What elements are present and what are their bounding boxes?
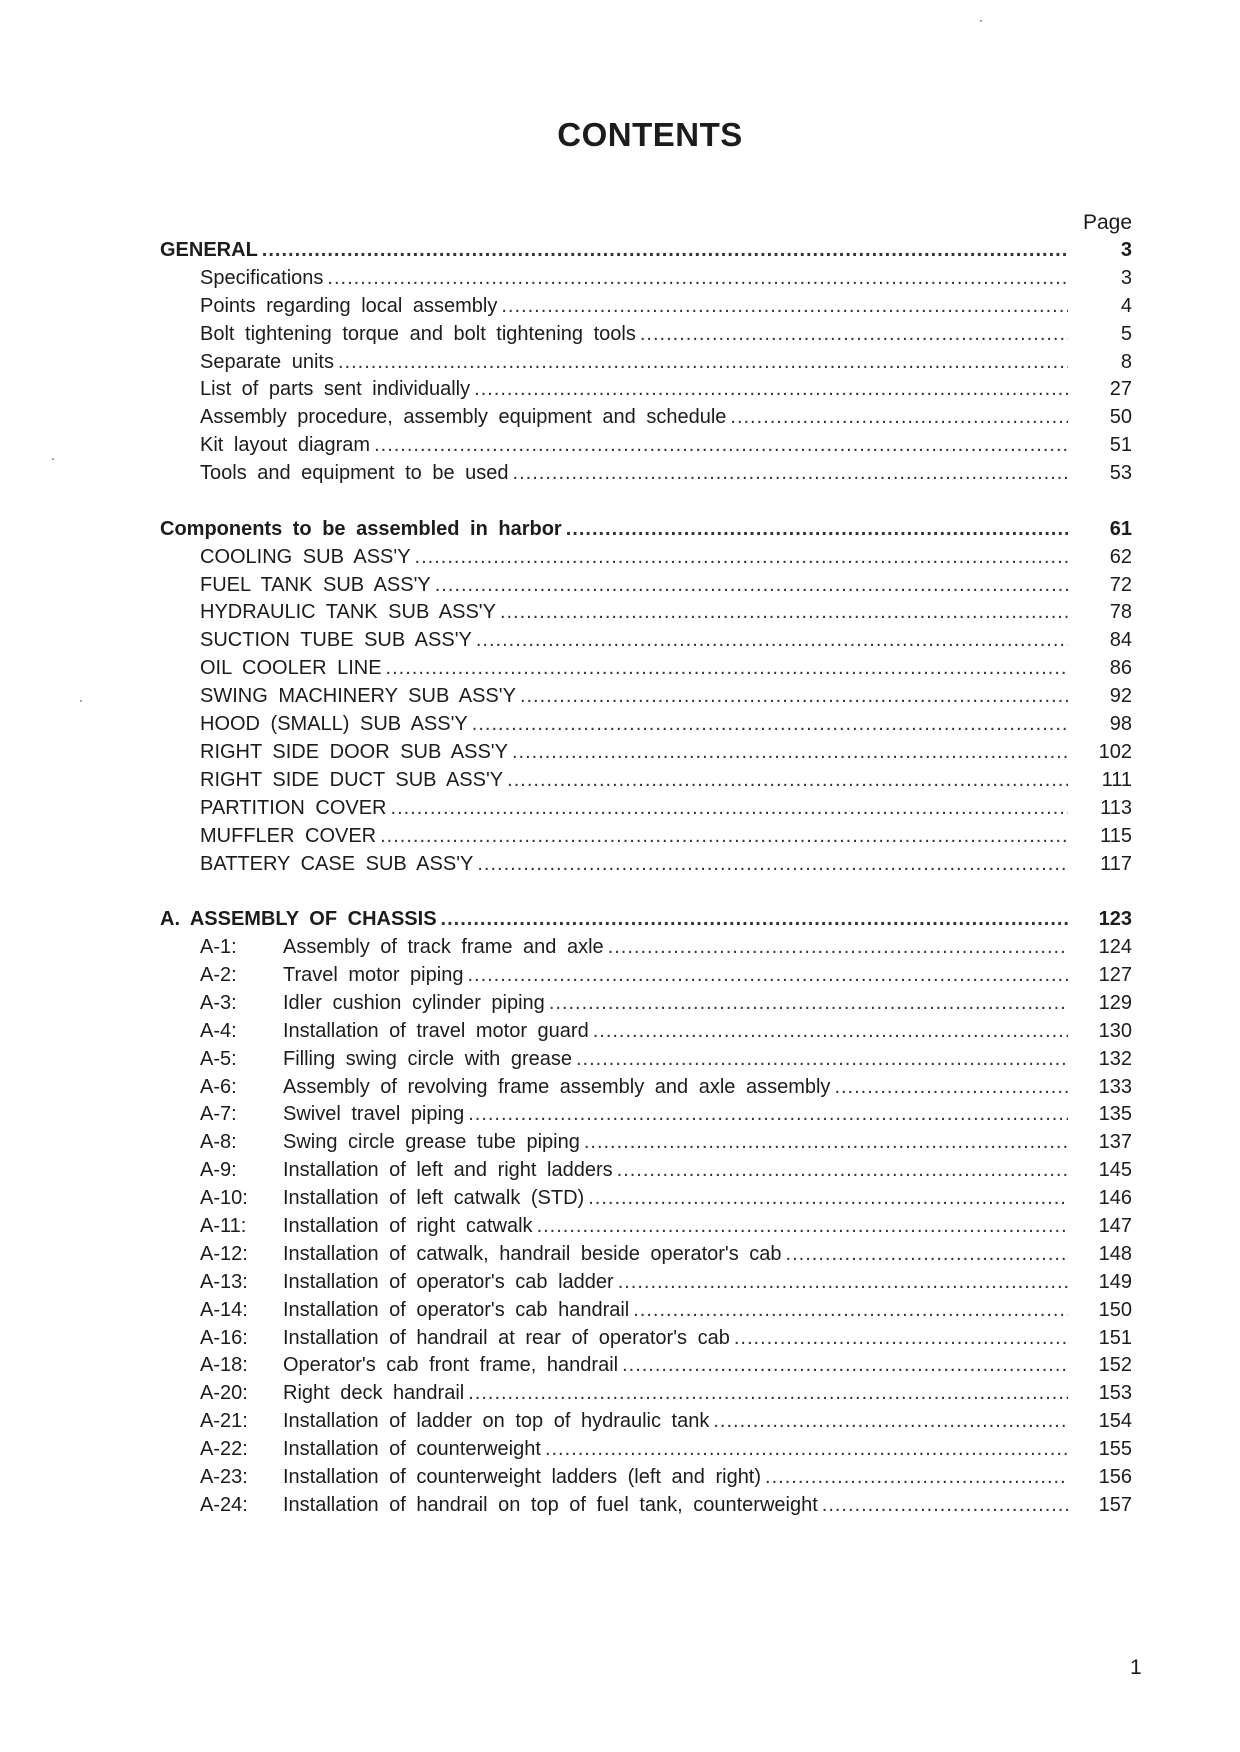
- toc-entry[interactable]: [160, 1436, 1132, 1464]
- toc-page-number: 113: [1100, 796, 1132, 819]
- toc-entry-label: Kit layout diagram: [200, 434, 371, 457]
- toc-entry[interactable]: [160, 1269, 1132, 1297]
- dot-leader: [608, 934, 1068, 962]
- toc-heading-row[interactable]: [160, 516, 1132, 544]
- toc-heading: GENERAL: [160, 239, 258, 261]
- toc-page-number: 62: [1109, 545, 1132, 568]
- toc-page-number: 111: [1101, 768, 1132, 791]
- toc-entry-code: A-18:: [200, 1354, 248, 1377]
- toc-entry-label: FUEL TANK SUB ASS'Y: [200, 573, 431, 596]
- dot-leader: [441, 906, 1068, 934]
- toc-page-number: 132: [1098, 1047, 1132, 1070]
- dot-leader: [618, 1269, 1068, 1297]
- dot-leader: [545, 1436, 1068, 1464]
- toc-entry[interactable]: [160, 823, 1132, 851]
- toc-entry-code: A-20:: [200, 1382, 248, 1405]
- toc-entry-label: Tools and equipment to be used: [200, 462, 509, 485]
- dot-leader: [380, 823, 1068, 851]
- dot-leader: [468, 1101, 1068, 1129]
- toc-entry-label: List of parts sent individually: [200, 378, 471, 401]
- dot-leader: [415, 544, 1068, 572]
- toc-section-general: [160, 237, 1132, 488]
- footer-page-number: 1: [1130, 1656, 1142, 1679]
- toc-entry[interactable]: [160, 265, 1132, 293]
- scan-speck: [980, 20, 982, 22]
- toc-entry-label: Installation of counterweight ladders (left and right): [283, 1466, 762, 1488]
- dot-leader: [435, 572, 1068, 600]
- dot-leader: [513, 460, 1068, 488]
- dot-leader: [520, 683, 1068, 711]
- toc-entry-code: A-4:: [200, 1019, 237, 1042]
- toc-page-number: 53: [1109, 462, 1132, 485]
- dot-leader: [474, 376, 1068, 404]
- dot-leader: [633, 1297, 1068, 1325]
- toc-page-number: 150: [1098, 1298, 1132, 1321]
- toc-page-number: 129: [1098, 991, 1132, 1014]
- toc-page-number: 153: [1098, 1382, 1132, 1405]
- toc-entry-code: A-10:: [200, 1187, 248, 1210]
- toc-section-assembly-of-chassis: [160, 906, 1132, 1520]
- toc-entry[interactable]: [160, 572, 1132, 600]
- toc-page-number: 86: [1109, 657, 1132, 680]
- toc-page-number: 84: [1109, 629, 1132, 652]
- toc-entry-label: Installation of operator's cab handrail: [283, 1298, 630, 1321]
- toc-entry-label: COOLING SUB ASS'Y: [200, 545, 411, 568]
- toc-entry-label: RIGHT SIDE DUCT SUB ASS'Y: [200, 768, 504, 791]
- dot-leader: [730, 404, 1068, 432]
- toc-page-number: 148: [1098, 1242, 1132, 1265]
- toc-page-number: 151: [1098, 1326, 1132, 1349]
- toc-page-number: 27: [1109, 378, 1132, 401]
- toc-page-number: 152: [1098, 1354, 1132, 1377]
- toc-entry-label: BATTERY CASE SUB ASS'Y: [200, 852, 474, 875]
- toc-entry[interactable]: [160, 460, 1132, 488]
- toc-entry[interactable]: [160, 349, 1132, 377]
- toc-entry-label: PARTITION COVER: [200, 796, 387, 819]
- toc-entry[interactable]: [160, 1325, 1132, 1353]
- toc-heading: A. ASSEMBLY OF CHASSIS: [160, 908, 437, 931]
- toc-entry-code: A-24:: [200, 1493, 248, 1516]
- toc-entry-label: HOOD (SMALL) SUB ASS'Y: [200, 713, 468, 736]
- dot-leader: [549, 990, 1068, 1018]
- toc-entry[interactable]: [160, 1241, 1132, 1269]
- dot-leader: [512, 739, 1068, 767]
- toc-page-number: 50: [1109, 406, 1132, 429]
- toc-entry[interactable]: [160, 851, 1132, 879]
- toc-entry-label: Points regarding local assembly: [200, 294, 498, 317]
- toc-page-number: 98: [1109, 713, 1132, 736]
- toc-page-number: 102: [1098, 740, 1132, 763]
- toc-entry[interactable]: [160, 321, 1132, 349]
- toc-entry-code: A-3:: [200, 991, 237, 1014]
- toc-entry[interactable]: [160, 990, 1132, 1018]
- toc-page-number: 156: [1098, 1466, 1132, 1488]
- toc-entry-code: A-5:: [200, 1047, 237, 1070]
- toc-entry[interactable]: [160, 1101, 1132, 1129]
- toc-entry-label: Installation of left and right ladders: [283, 1159, 613, 1182]
- toc-entry-label: MUFFLER COVER: [200, 824, 377, 847]
- toc-entry[interactable]: [160, 1464, 1132, 1492]
- toc-page-number: 51: [1109, 434, 1132, 457]
- toc-entry[interactable]: [160, 795, 1132, 823]
- toc-entry-label: Bolt tightening torque and bolt tightening tools: [200, 322, 636, 345]
- toc-entry[interactable]: [160, 739, 1132, 767]
- toc-page-number: 3: [1120, 266, 1132, 289]
- toc-page-number: 124: [1098, 936, 1132, 959]
- dot-leader: [588, 1185, 1068, 1213]
- toc-page-number: 92: [1109, 685, 1132, 708]
- toc-entry[interactable]: [160, 711, 1132, 739]
- toc-page-number: 123: [1098, 908, 1132, 931]
- toc-page-number: 115: [1100, 824, 1132, 847]
- toc-entry-label: Installation of right catwalk: [283, 1214, 533, 1237]
- toc-entry[interactable]: [160, 544, 1132, 572]
- dot-leader: [262, 237, 1068, 265]
- toc-entry[interactable]: [160, 962, 1132, 990]
- toc-entry-label: Operator's cab front frame, handrail: [283, 1354, 619, 1377]
- toc-entry-code: A-8:: [200, 1131, 237, 1154]
- dot-leader: [537, 1213, 1068, 1241]
- toc-entry-label: Assembly of track frame and axle: [283, 936, 604, 959]
- dot-leader: [566, 516, 1068, 544]
- toc-page-number: 117: [1100, 852, 1132, 875]
- dot-leader: [386, 655, 1068, 683]
- dot-leader: [640, 321, 1068, 349]
- toc-entry-code: A-11:: [200, 1214, 247, 1237]
- toc-heading-row[interactable]: [160, 237, 1132, 265]
- toc-entry-label: Swing circle grease tube piping: [283, 1131, 580, 1154]
- toc-page-number: 5: [1120, 322, 1132, 345]
- toc-page-number: 149: [1098, 1270, 1132, 1293]
- toc-page-number: 133: [1098, 1075, 1132, 1098]
- toc-entry-label: Specifications: [200, 266, 324, 289]
- dot-leader: [713, 1408, 1068, 1436]
- toc-page-number: 130: [1098, 1019, 1132, 1042]
- toc-entry-code: A-23:: [200, 1466, 248, 1488]
- toc-entry[interactable]: [160, 683, 1132, 711]
- toc-entry-label: Installation of left catwalk (STD): [283, 1187, 585, 1210]
- toc-entry-label: Installation of travel motor guard: [283, 1019, 589, 1042]
- toc-entry-code: A-16:: [200, 1326, 248, 1349]
- toc-heading: Components to be assembled in harbor: [160, 517, 562, 540]
- toc-entry-label: Separate units: [200, 350, 334, 373]
- toc-entry-label: RIGHT SIDE DOOR SUB ASS'Y: [200, 740, 508, 763]
- toc-entry-label: Installation of handrail on top of fuel tank, counterweight: [283, 1493, 818, 1516]
- toc-entry-label: Swivel travel piping: [283, 1103, 465, 1126]
- toc-entry-code: A-2:: [200, 963, 237, 986]
- toc-entry[interactable]: [160, 1352, 1132, 1380]
- toc-entry[interactable]: [160, 1213, 1132, 1241]
- toc-entry-label: Assembly of revolving frame assembly and axle assembly: [283, 1075, 831, 1098]
- toc-entry-label: Installation of catwalk, handrail beside operator's cab: [283, 1242, 782, 1265]
- toc-entry-code: A-6:: [200, 1075, 237, 1098]
- dot-leader: [576, 1046, 1068, 1074]
- toc-entry[interactable]: [160, 1492, 1132, 1520]
- toc-page-number: 61: [1109, 517, 1132, 540]
- toc-entry-label: Idler cushion cylinder piping: [283, 991, 545, 1014]
- toc-entry-code: A-14:: [200, 1298, 248, 1321]
- dot-leader: [500, 599, 1068, 627]
- toc-entry-label: SUCTION TUBE SUB ASS'Y: [200, 629, 472, 652]
- toc-page-number: 154: [1098, 1410, 1132, 1433]
- toc-page-number: 145: [1098, 1159, 1132, 1182]
- toc-entry-label: Right deck handrail: [283, 1382, 465, 1405]
- toc-entry[interactable]: [160, 1018, 1132, 1046]
- toc-page-number: 72: [1109, 573, 1132, 596]
- toc-heading-row[interactable]: [160, 906, 1132, 934]
- dot-leader: [822, 1492, 1068, 1520]
- toc-page-number: 4: [1120, 294, 1132, 317]
- dot-leader: [765, 1464, 1068, 1492]
- toc-page-number: 157: [1098, 1493, 1132, 1516]
- toc-entry[interactable]: [160, 655, 1132, 683]
- toc-entry[interactable]: [160, 432, 1132, 460]
- toc-entry[interactable]: [160, 1380, 1132, 1408]
- toc-entry[interactable]: [160, 1074, 1132, 1102]
- toc-entry-code: A-21:: [200, 1410, 248, 1433]
- dot-leader: [468, 1380, 1068, 1408]
- toc-entry[interactable]: [160, 599, 1132, 627]
- dot-leader: [476, 627, 1068, 655]
- toc-entry-code: A-1:: [200, 936, 237, 959]
- toc-entry-label: Assembly procedure, assembly equipment and schedule: [200, 406, 727, 429]
- dot-leader: [472, 711, 1068, 739]
- scan-speck: [80, 700, 82, 702]
- toc-entry-code: A-13:: [200, 1270, 248, 1293]
- dot-leader: [507, 767, 1068, 795]
- dot-leader: [477, 851, 1068, 879]
- dot-leader: [327, 265, 1068, 293]
- dot-leader: [467, 962, 1068, 990]
- toc-entry[interactable]: [160, 1408, 1132, 1436]
- toc-entry-label: Installation of operator's cab ladder: [283, 1270, 614, 1293]
- toc-page-number: 8: [1120, 350, 1132, 373]
- toc-page-number: 155: [1098, 1438, 1132, 1461]
- dot-leader: [622, 1352, 1068, 1380]
- toc-entry-code: A-12:: [200, 1242, 248, 1265]
- dot-leader: [338, 349, 1068, 377]
- toc-entry[interactable]: [160, 1129, 1132, 1157]
- toc-entry-label: Travel motor piping: [283, 963, 464, 986]
- dot-leader: [374, 432, 1068, 460]
- toc-entry-label: SWING MACHINERY SUB ASS'Y: [200, 685, 516, 708]
- dot-leader: [734, 1325, 1068, 1353]
- toc-entry-label: Installation of counterweight: [283, 1438, 541, 1461]
- toc-entry[interactable]: [160, 627, 1132, 655]
- toc-entry[interactable]: [160, 404, 1132, 432]
- toc-section-harbor-components: [160, 516, 1132, 879]
- dot-leader: [501, 293, 1068, 321]
- toc-entry[interactable]: [160, 1157, 1132, 1185]
- toc-page-number: 3: [1120, 239, 1132, 261]
- toc-entry-label: Installation of handrail at rear of operator's cab: [283, 1326, 730, 1349]
- toc-entry-code: A-7:: [200, 1103, 237, 1126]
- toc-entry[interactable]: [160, 1297, 1132, 1325]
- toc-entry[interactable]: [160, 1185, 1132, 1213]
- toc-page-number: 137: [1098, 1131, 1132, 1154]
- toc-entry[interactable]: [160, 767, 1132, 795]
- toc-entry-label: OIL COOLER LINE: [200, 657, 382, 680]
- toc-entry[interactable]: [160, 1046, 1132, 1074]
- dot-leader: [391, 795, 1068, 823]
- toc-entry-label: Filling swing circle with grease: [283, 1047, 572, 1070]
- toc-page-number: 78: [1109, 601, 1132, 624]
- dot-leader: [593, 1018, 1068, 1046]
- dot-leader: [786, 1241, 1068, 1269]
- page-title: CONTENTS: [557, 116, 743, 153]
- toc-entry-label: Installation of ladder on top of hydraulic tank: [283, 1410, 710, 1433]
- toc-entry[interactable]: [160, 293, 1132, 321]
- dot-leader: [584, 1129, 1068, 1157]
- toc-page-number: 127: [1098, 963, 1132, 986]
- toc-page-number: 146: [1098, 1187, 1132, 1210]
- toc-page-number: 147: [1098, 1214, 1132, 1237]
- toc-entry-code: A-22:: [200, 1438, 248, 1461]
- dot-leader: [834, 1074, 1068, 1102]
- page-column-label: Page: [1082, 211, 1132, 234]
- toc-page-number: 135: [1098, 1103, 1132, 1126]
- toc-entry-code: A-9:: [200, 1159, 237, 1182]
- toc-entry-label: HYDRAULIC TANK SUB ASS'Y: [200, 601, 496, 624]
- scan-speck: [52, 458, 54, 460]
- dot-leader: [617, 1157, 1068, 1185]
- table-of-contents: [160, 237, 1132, 1548]
- toc-entry[interactable]: [160, 934, 1132, 962]
- toc-entry[interactable]: [160, 376, 1132, 404]
